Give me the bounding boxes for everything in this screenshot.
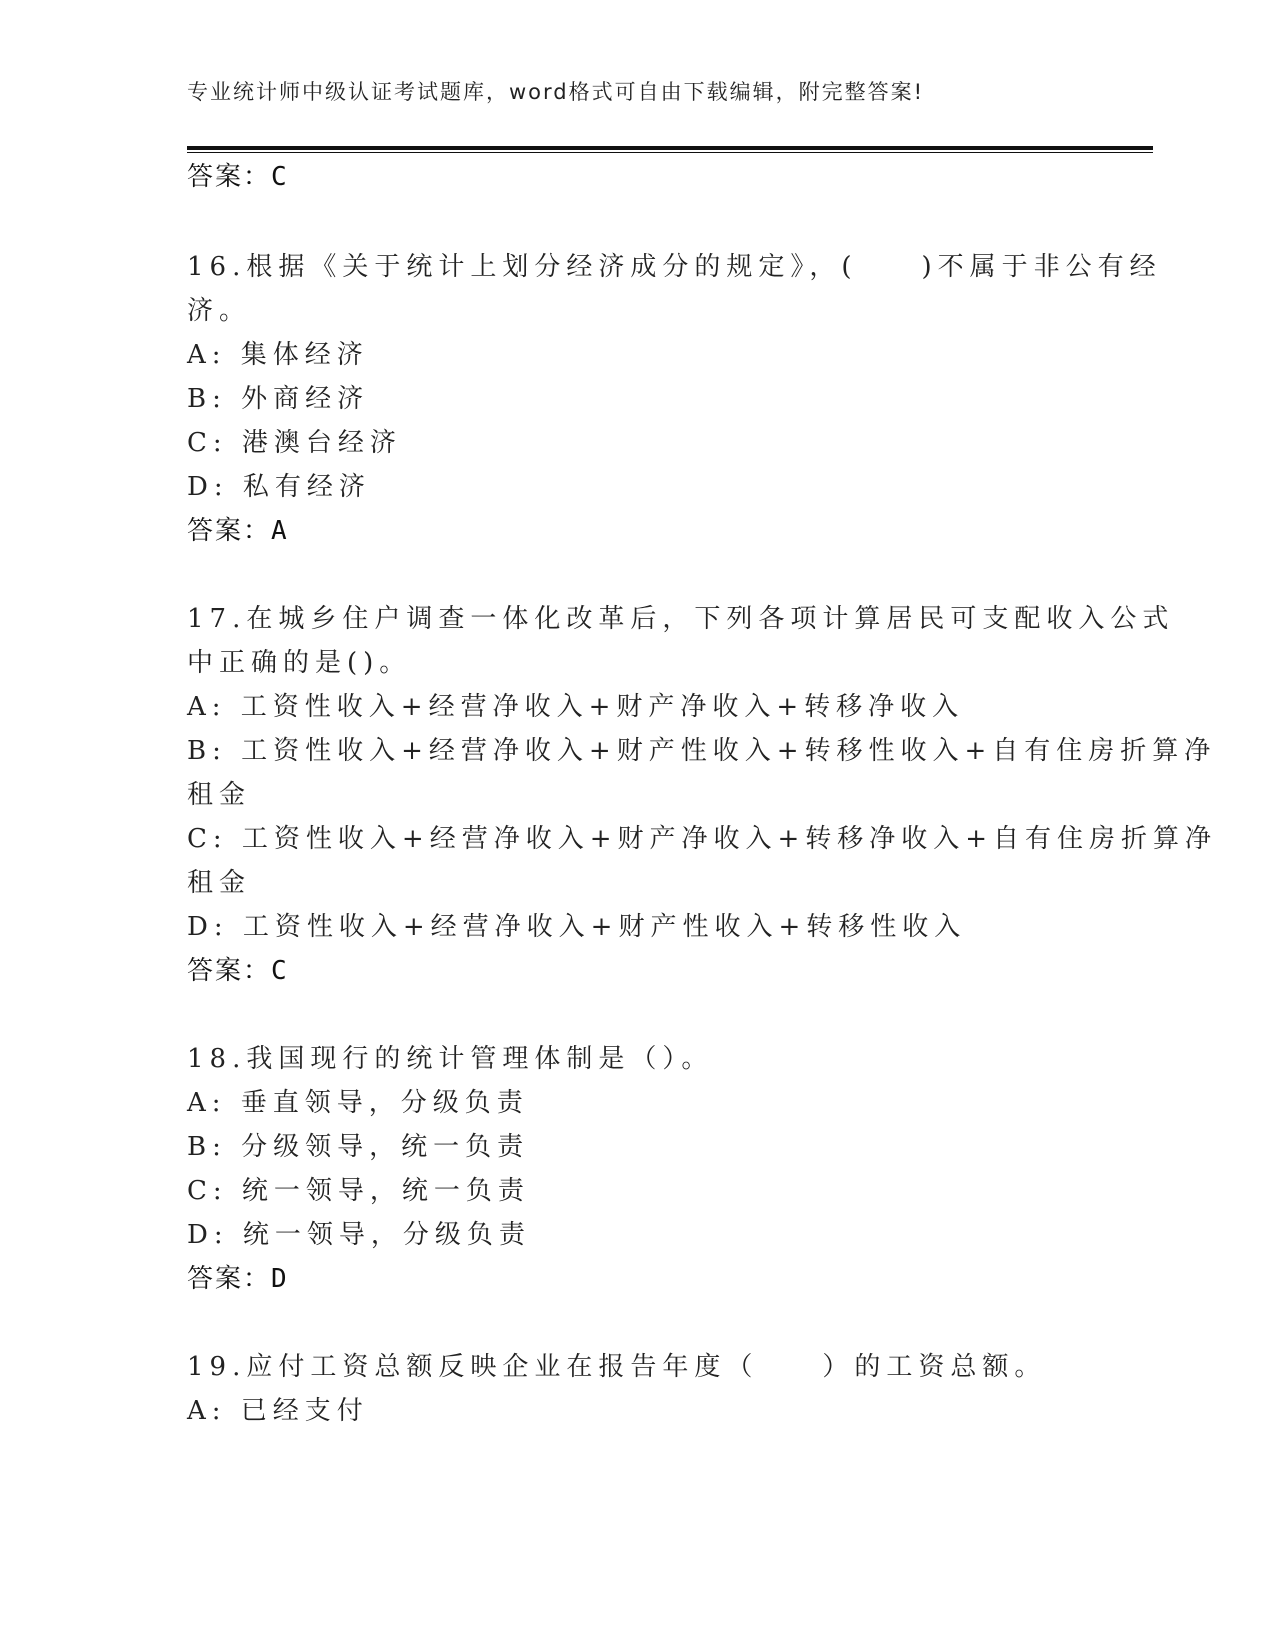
q18-option-d: D: 统一领导，分级负责	[187, 1220, 531, 1250]
q17-answer: 答案：C	[187, 956, 289, 986]
q18-answer: 答案：D	[187, 1264, 289, 1294]
q19-option-a: A: 已经支付	[187, 1396, 369, 1426]
q16-option-c: C: 港澳台经济	[187, 428, 402, 458]
q19-stem: 19.应付工资总额反映企业在报告年度（ ）的工资总额。	[187, 1352, 1047, 1382]
page-header: 专业统计师中级认证考试题库，word格式可自由下载编辑，附完整答案!	[187, 80, 925, 104]
q16-option-b: B: 外商经济	[187, 384, 370, 414]
q16-stem-line-2: 济。	[187, 296, 252, 326]
q18-stem: 18.我国现行的统计管理体制是（）。	[187, 1044, 714, 1074]
q16-stem-line-1: 16.根据《关于统计上划分经济成分的规定》，( )不属于非公有经	[187, 252, 1162, 282]
q17-option-a: A: 工资性收入+经营净收入+财产净收入+转移净收入	[187, 692, 965, 722]
q18-option-b: B: 分级领导，统一负责	[187, 1132, 530, 1162]
q17-stem-line-1: 17.在城乡住户调查一体化改革后，下列各项计算居民可支配收入公式	[187, 604, 1175, 634]
q18-option-a: A: 垂直领导，分级负责	[187, 1088, 529, 1118]
q17-option-b-line-2: 租金	[187, 780, 252, 810]
q17-option-c-line-1: C: 工资性收入+经营净收入+财产净收入+转移净收入+自有住房折算净	[187, 824, 1218, 854]
q16-option-a: A: 集体经济	[187, 340, 369, 370]
q17-option-d: D: 工资性收入+经营净收入+财产性收入+转移性收入	[187, 912, 967, 942]
header-rule-thin	[187, 152, 1153, 153]
header-rule-thick	[187, 146, 1153, 150]
q17-option-c-line-2: 租金	[187, 868, 252, 898]
q17-stem-line-2: 中正确的是()。	[187, 648, 412, 678]
answer-prev: 答案：C	[187, 162, 289, 192]
q18-option-c: C: 统一领导，统一负责	[187, 1176, 530, 1206]
q17-option-b-line-1: B: 工资性收入+经营净收入+财产性收入+转移性收入+自有住房折算净	[187, 736, 1217, 766]
q16-answer: 答案：A	[187, 516, 289, 546]
q16-option-d: D: 私有经济	[187, 472, 371, 502]
